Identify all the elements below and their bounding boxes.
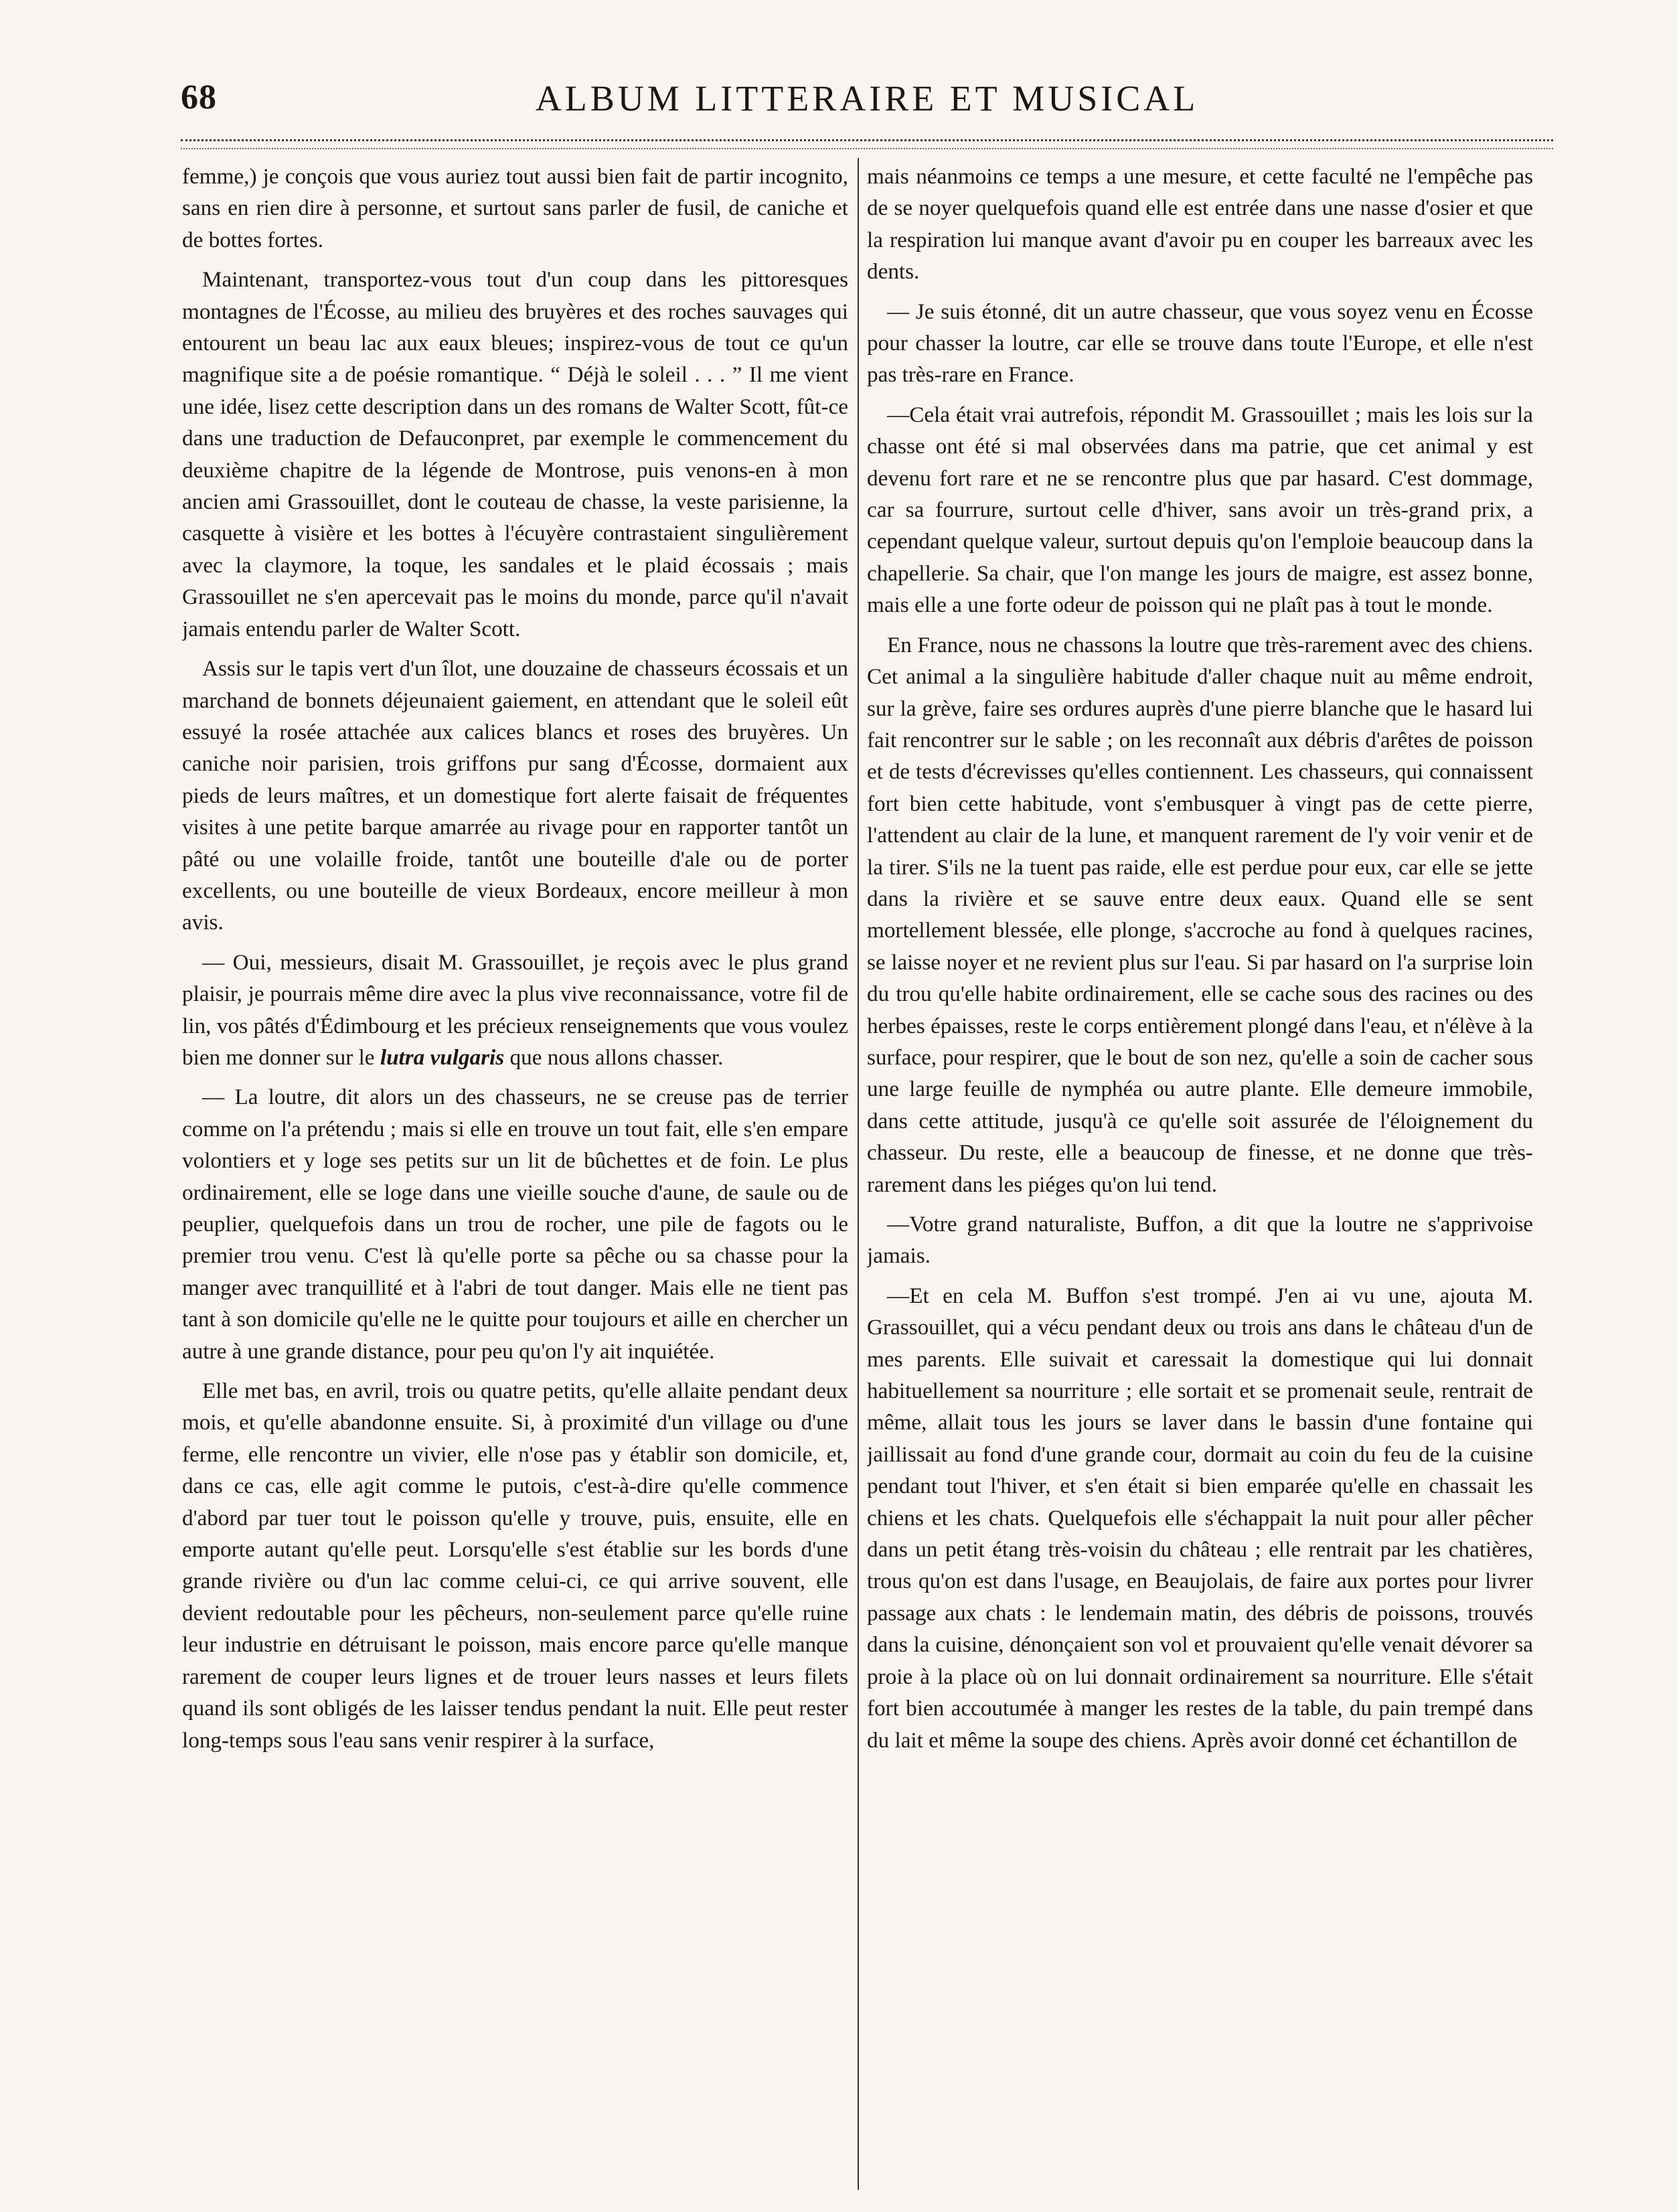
page-header <box>181 72 1553 126</box>
paragraph: Maintenant, transportez-vous tout d'un coup dans les pittoresques montagnes de l'Écosse, au milieu des bruyères et des roches sauvages qui entourent un beau lac aux eaux bleues; inspirez-vous de tout ce qu'un magnifique site a de poésie romantique. “ Déjà le soleil . . . ” Il me vient une idée, lisez cette description dans un des romans de Walter Scott, fût-ce dans une traduction de Defauconpret, par exemple le commencement du deuxième chapitre de la légende de Montrose, puis venons-en à mon ancien ami Grassouillet, dont le couteau de chasse, la veste parisienne, la casquette à visière et les bottes à l'écuyère contrastaient singulièrement avec la claymore, la toque, les sandales et le plaid écossais ; mais Grassouillet ne s'en apercevait pas le moins du monde, parce qu'il n'avait jamais entendu parler de Walter Scott. <box>182 267 848 641</box>
paragraph: — La loutre, dit alors un des chasseurs, ne se creuse pas de terrier comme on l'a prétendu ; mais si elle en trouve un tout fait, elle s'en empare volontiers et y loge ses petits sur un lit de bûchettes et de foin. Le plus ordinairement, elle se loge dans une vieille souche d'aune, de saule ou de peuplier, quelquefois dans un trou de rocher, une pile de fagots ou le premier trou venu. C'est là qu'elle porte sa pêche ou sa chasse pour la manger avec tranquillité et à l'abri de tout danger. Mais elle ne tient pas tant à son domicile qu'elle ne le quitte pour toujours et aille en chercher un autre à une grande distance, pour peu qu'on l'y ait inquiétée. <box>182 1085 848 1364</box>
italic-term: lutra vulgaris <box>380 1044 505 1070</box>
column-divider <box>858 158 859 2190</box>
running-title: ALBUM LITTERAIRE ET MUSICAL <box>535 78 1199 118</box>
paragraph: — Je suis étonné, dit un autre chasseur, que vous soyez venu en Écosse pour chasser la loutre, car elle se trouve dans toute l'Europe, et elle n'est pas très-rare en France. <box>867 299 1533 388</box>
right-column <box>867 161 1533 2183</box>
paragraph <box>182 947 848 1074</box>
paragraph: Elle met bas, en avril, trois ou quatre petits, qu'elle allaite pendant deux mois, et qu'elle abandonne ensuite. Si, à proximité d'un village ou d'une ferme, elle rencontre un vivier, elle n'ose pas y établir son domicile, et, dans ce cas, elle agit comme le putois, c'est-à-dire qu'elle commence d'abord par tuer tout le poisson qu'elle y trouve, puis, ensuite, elle en emporte autant qu'elle peut. Lorsqu'elle s'est établie sur les bords d'une grande rivière ou d'un lac comme celui-ci, ce qui arrive souvent, elle devient redoutable pour les pêcheurs, non-seulement parce qu'elle ruine leur industrie en détruisant le poisson, mais encore parce qu'elle manque rarement de couper leurs lignes et de trouer leurs nasses et leurs filets quand ils sont obligés de les laisser tendus pendant la nuit. Elle peut rester long-temps sous l'eau sans venir respirer à la surface, <box>182 1378 848 1753</box>
paragraph: femme,) je conçois que vous auriez tout aussi bien fait de partir incognito, sans en rien dire à personne, et surtout sans parler de fusil, de caniche et de bottes fortes. <box>182 164 848 252</box>
left-column <box>182 161 848 2183</box>
header-rule <box>181 139 1553 149</box>
paragraph-text: que nous allons chasser. <box>509 1044 724 1070</box>
paragraph: —Et en cela M. Buffon s'est trompé. J'en ai vu une, ajouta M. Grassouillet, qui a vécu pendant deux ou trois ans dans le château d'un de mes parents. Elle suivait et caressait la domestique qui lui donnait habituellement sa nourriture ; elle sortait et se promenait seule, rentrait de même, allait tous les jours se laver dans le bassin d'une fontaine qui jaillissait au fond d'une grande cour, dormait au coin du feu de la cuisine pendant tout l'hiver, et s'en était si bien emparée qu'elle en chassait les chiens et les chats. Quelquefois elle s'échappait la nuit pour aller pêcher dans un petit étang très-voisin du château ; elle rentrait par les chatières, trous qu'on est dans l'usage, en Beaujolais, de faire aux portes pour livrer passage aux chats : le lendemain matin, des débris de poissons, trouvés dans la cuisine, dénonçaient son vol et prouvaient qu'elle venait dévorer sa proie à la place où on lui donnait ordinairement sa nourriture. Elle s'était fort bien accoutumée à manger les restes de la table, du pain trempé dans du lait et même la soupe des chiens. Après avoir donné cet échantillon de <box>867 1283 1533 1753</box>
paragraph: mais néanmoins ce temps a une mesure, et cette faculté ne l'empêche pas de se noyer quelquefois quand elle est entrée dans une nasse d'osier et que la respiration lui manque avant d'avoir pu en couper les barreaux avec les dents. <box>867 164 1533 285</box>
page-number: 68 <box>181 78 217 116</box>
paragraph: Assis sur le tapis vert d'un îlot, une douzaine de chasseurs écossais et un marchand de bonnets déjeunaient gaiement, en attendant que le soleil eût essuyé la rosée attachée aux calices blancs et roses des bruyères. Un caniche noir parisien, trois griffons pur sang d'Écosse, dormaient aux pieds de leurs maîtres, et un domestique fort alerte faisait de fréquentes visites à une petite barque amarrée au rivage pour en rapporter tantôt un pâté ou une volaille froide, tantôt une bouteille d'ale ou de porter excellents, ou une bouteille de vieux Bordeaux, encore meilleur à mon avis. <box>182 656 848 935</box>
paragraph: En France, nous ne chassons la loutre que très-rarement avec des chiens. Cet animal a la singulière habitude d'aller chaque nuit au même endroit, sur la grève, faire ses ordures auprès d'une pierre blanche que le hasard lui fait rencontrer sur le sable ; on les reconnaît aux débris d'arêtes de poisson et de tests d'écrevisses qu'elles contiennent. Les chasseurs, qui connaissent fort bien cette habitude, vont s'embusquer à vingt pas de cette pierre, l'attendent au clair de la lune, et manquent rarement de l'y voir venir et de la tirer. S'ils ne la tuent pas raide, elle est perdue pour eux, car elle se jette dans la rivière et se sauve entre deux eaux. Quand elle se sent mortellement blessée, elle plonge, s'accroche au fond à quelques racines, se laisse noyer et ne revient plus sur l'eau. Si par hasard on l'a surprise loin du trou qu'elle habite ordinairement, elle se cache sous des racines ou des herbes épaisses, reste le corps entièrement plongé dans l'eau, et n'élève à la surface, pour respirer, que le bout de son nez, qu'elle a soin de cacher sous une large feuille de nymphéa ou autre plante. Elle demeure immobile, dans cette attitude, jusqu'à ce qu'elle soit assurée de l'éloignement du chasseur. Du reste, elle a beaucoup de finesse, et ne donne que très-rarement dans les piéges qu'on lui tend. <box>867 632 1533 1197</box>
paragraph: —Votre grand naturaliste, Buffon, a dit que la loutre ne s'apprivoise jamais. <box>867 1212 1533 1269</box>
paragraph-text: — Oui, messieurs, disait M. Grassouillet, je reçois avec le plus grand plaisir, je pourrais même dire avec la plus vive reconnaissance, votre fil de lin, vos pâtés d'Édimbourg et les précieux renseignements que vous voulez bien me donner sur le <box>182 949 848 1070</box>
paragraph: —Cela était vrai autrefois, répondit M. Grassouillet ; mais les lois sur la chasse ont été si mal observées dans ma patrie, que cet animal y est devenu fort rare et ne se rencontre plus que par hasard. C'est dommage, car sa fourrure, surtout celle d'hiver, sans avoir un très-grand prix, a cependant quelque valeur, surtout depuis qu'on l'emploie beaucoup dans la chapellerie. Sa chair, que l'on mange les jours de maigre, est assez bonne, mais elle a une forte odeur de poisson qui ne plaît pas à tout le monde. <box>867 402 1533 618</box>
